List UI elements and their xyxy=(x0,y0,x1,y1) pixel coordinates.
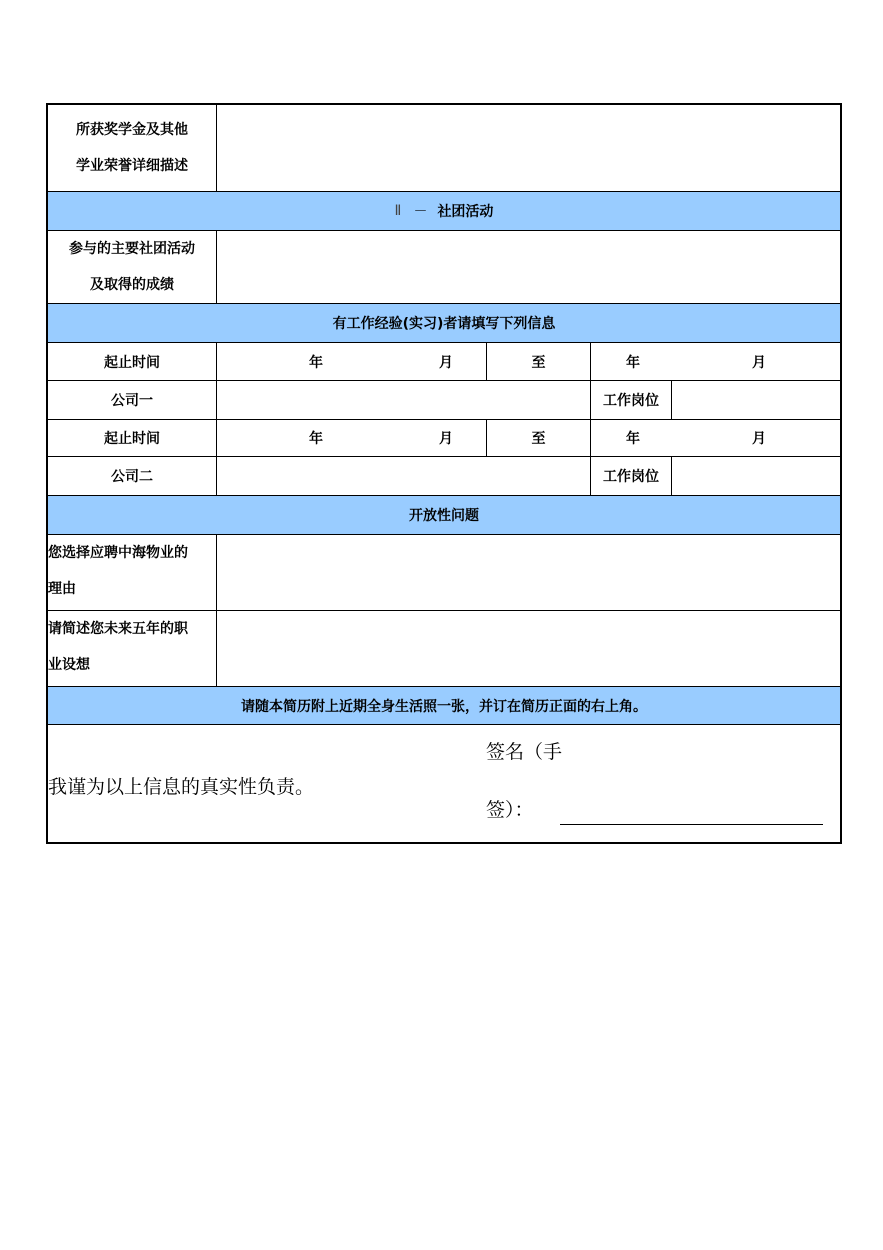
company1-label: 公司一 xyxy=(111,393,153,409)
to-label-2: 至 xyxy=(531,431,546,447)
position1-label: 工作岗位 xyxy=(603,393,659,409)
section2-title: 社团活动 xyxy=(437,204,494,220)
question1-line1: 您选择应聘中海物业的 xyxy=(48,545,188,561)
period-label-2: 起止时间 xyxy=(104,431,160,447)
section2-dash: － xyxy=(413,204,428,220)
end-month-1[interactable]: 月 xyxy=(752,354,766,371)
work-header: 有工作经验(实习)者请填写下列信息 xyxy=(332,316,556,332)
to-label-1: 至 xyxy=(531,354,546,371)
end-year-1[interactable]: 年 xyxy=(626,354,640,371)
start-year-1[interactable]: 年 xyxy=(309,354,323,371)
resume-form xyxy=(46,103,842,844)
company2-label: 公司二 xyxy=(111,469,153,485)
question2-label xyxy=(48,611,216,686)
awards-input[interactable] xyxy=(217,105,840,191)
position2-label: 工作岗位 xyxy=(603,469,659,485)
start-month-1[interactable]: 月 xyxy=(439,354,453,371)
question2-line2: 业设想 xyxy=(48,657,90,673)
start-year-2[interactable]: 年 xyxy=(309,431,323,447)
section2-numeral: Ⅱ xyxy=(394,203,402,219)
question1-answer[interactable] xyxy=(217,535,840,610)
start-month-2[interactable]: 月 xyxy=(439,431,453,447)
question1-line2: 理由 xyxy=(48,581,76,597)
question2-answer[interactable] xyxy=(217,611,840,686)
question2-line1: 请简述您未来五年的职 xyxy=(48,621,188,637)
company2-input[interactable] xyxy=(217,457,590,495)
end-year-2[interactable]: 年 xyxy=(626,431,640,447)
clubs-label-line2: 及取得的成绩 xyxy=(90,277,174,293)
period-label-1: 起止时间 xyxy=(104,354,160,371)
clubs-label xyxy=(48,231,216,303)
awards-label-line2: 学业荣誉详细描述 xyxy=(76,158,188,174)
signature-line[interactable] xyxy=(560,824,823,825)
awards-label xyxy=(48,105,216,191)
declaration-statement: 我谨为以上信息的真实性负责。 xyxy=(48,775,315,798)
section2-header xyxy=(48,192,840,230)
photo-note: 请随本简历附上近期全身生活照一张，并订在简历正面的右上角。 xyxy=(241,698,647,715)
signature-label-line2: 签）： xyxy=(486,798,534,821)
signature-label-line1: 签名（手 xyxy=(486,740,563,763)
awards-label-line1: 所获奖学金及其他 xyxy=(76,122,188,138)
question1-label xyxy=(48,535,216,610)
position2-input[interactable] xyxy=(673,457,840,495)
company1-input[interactable] xyxy=(217,381,590,419)
clubs-label-line1: 参与的主要社团活动 xyxy=(69,241,195,257)
clubs-input[interactable] xyxy=(217,231,840,303)
end-month-2[interactable]: 月 xyxy=(752,431,766,447)
position1-input[interactable] xyxy=(673,381,840,419)
open-questions-header: 开放性问题 xyxy=(409,508,479,524)
